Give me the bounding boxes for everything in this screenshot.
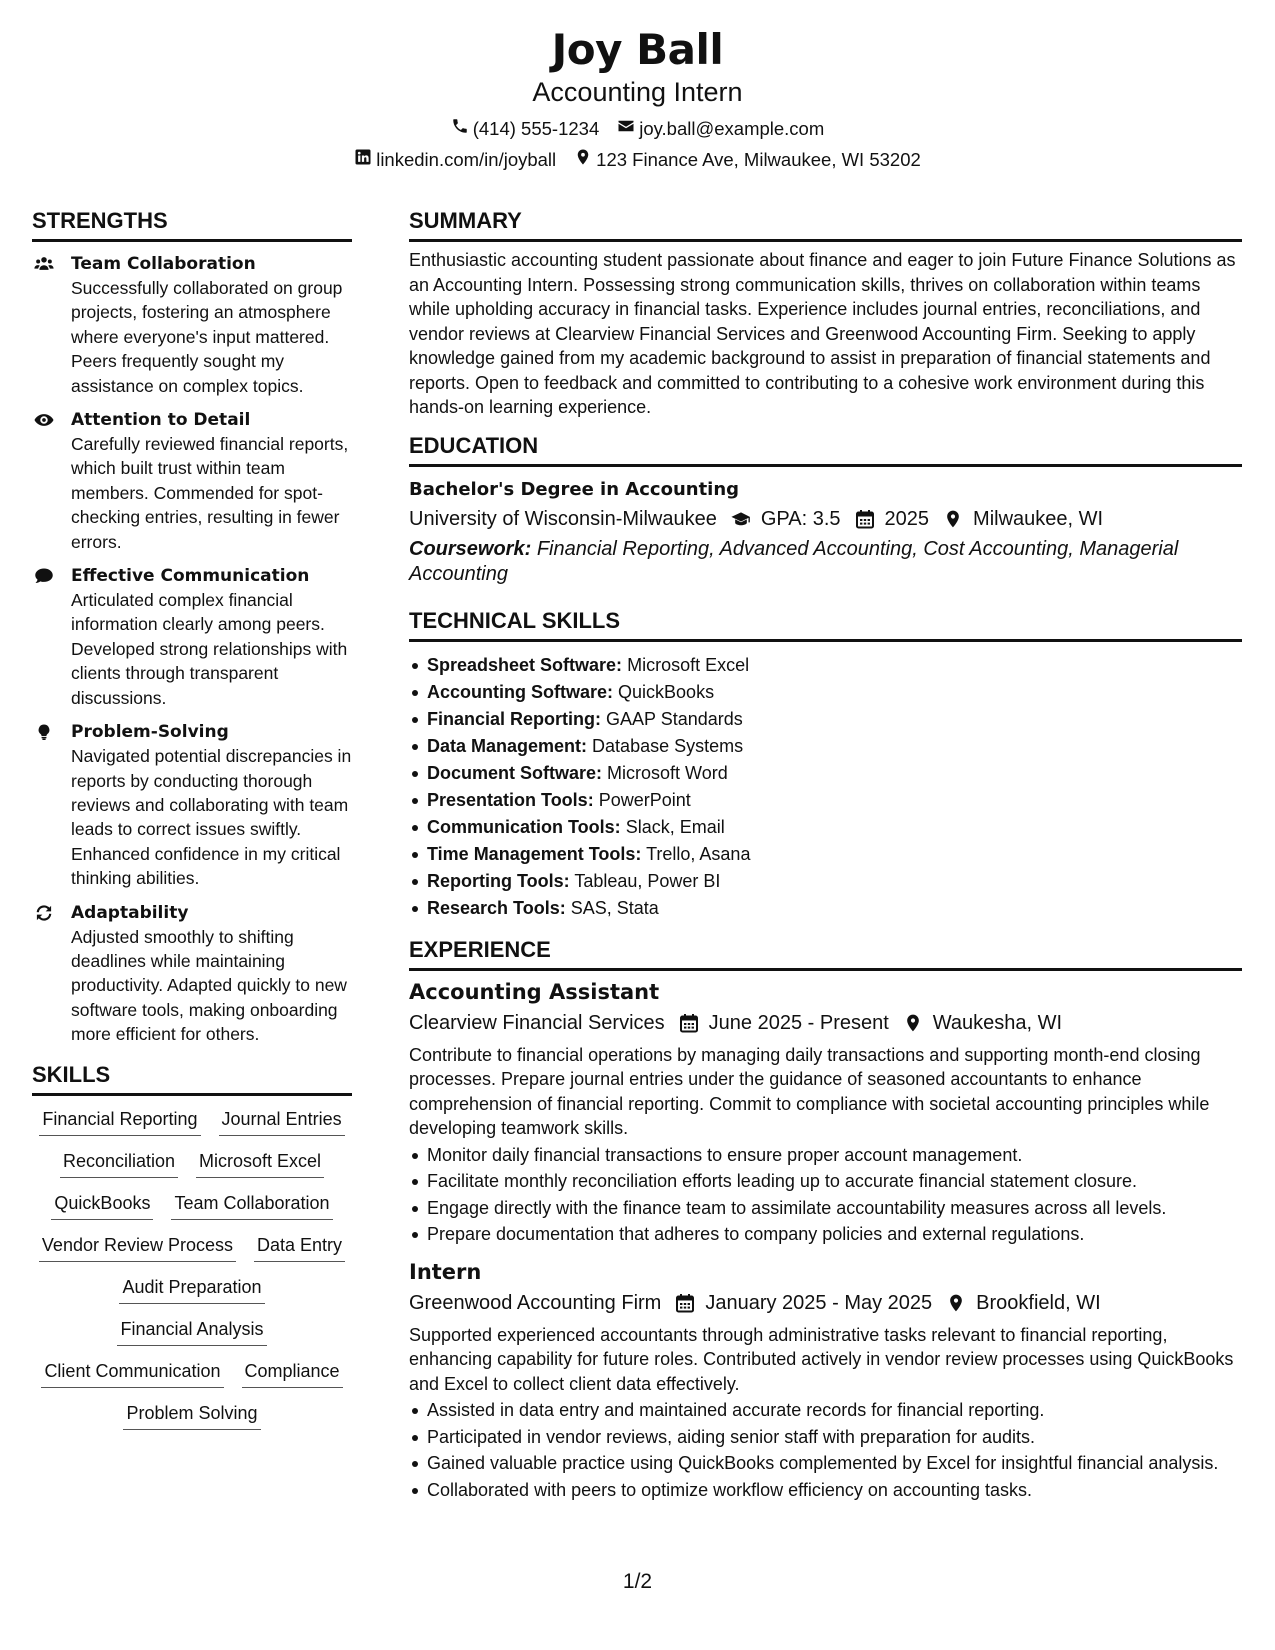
job-meta [409, 1289, 1242, 1317]
list-item: Facilitate monthly reconciliation efforts leading up to accurate financial statement closure. [409, 1169, 1242, 1194]
calendar-icon [855, 509, 875, 529]
list-item: Collaborated with peers to optimize workflow efficiency on accounting tasks. [409, 1478, 1242, 1503]
company-name: Clearview Financial Services [409, 1011, 665, 1034]
users-icon [32, 254, 56, 274]
right-column [409, 207, 1242, 1504]
tech-skill-label: Reporting Tools: [427, 870, 570, 891]
tech-skill-value: Slack, Email [625, 816, 725, 837]
list-item: Engage directly with the finance team to assimilate accountability measures across all levels. [409, 1196, 1242, 1221]
skills-tags [32, 1106, 352, 1430]
job-description: Supported experienced accountants through administrative tasks relevant to financial reporting, enhancing capability for future roles. Contributed actively in vendor review processes using QuickBooks and Excel to collect client data effectively. [409, 1324, 1234, 1394]
envelope-icon [617, 117, 635, 141]
left-column [32, 207, 352, 1430]
strengths-list [32, 252, 352, 1047]
linkedin-text[interactable]: linkedin.com/in/joyball [376, 149, 557, 170]
skill-row [39, 1232, 345, 1262]
job-bullets [409, 1398, 1242, 1502]
gpa-text: GPA: 3.5 [760, 507, 841, 530]
skill-tag: Problem Solving [123, 1400, 260, 1430]
school-location: Milwaukee, WI [973, 507, 1104, 530]
tech-skill-value: Microsoft Word [607, 762, 728, 783]
summary-text: Enthusiastic accounting student passionate about finance and eager to join Future Finance Solutions as an Accounting Intern. Possessing strong communication skills, thrives on collaboration within teams while upholding accuracy in financial tasks. Experience includes journal entries, reconciliations, and vendor reviews at Clearview Financial Services and Greenwood Accounting Firm. Seeking to apply knowledge gained from my academic background to assist in preparation of financial statements and reports. Open to feedback and committed to contributing to a cohesive work environment during this hands-on learning experience. [409, 250, 1236, 417]
tech-skill-value: Microsoft Excel [627, 654, 750, 675]
list-item [409, 733, 1242, 760]
list-item: Monitor daily financial transactions to ensure proper account management. [409, 1143, 1242, 1168]
skill-tag: Reconciliation [60, 1148, 178, 1178]
address-text: 123 Finance Ave, Milwaukee, WI 53202 [596, 149, 921, 170]
skill-tag: Financial Analysis [117, 1316, 266, 1346]
tech-skill-label: Accounting Software: [427, 681, 614, 702]
skill-row [119, 1274, 264, 1304]
list-item [409, 679, 1242, 706]
list-item [409, 841, 1242, 868]
skill-tag: Team Collaboration [171, 1190, 332, 1220]
tech-skill-label: Communication Tools: [427, 816, 621, 837]
school-name: University of Wisconsin-Milwaukee [409, 507, 717, 530]
strength-text: Navigated potential discrepancies in reports by conducting thorough reviews and collaborating with team leads to correct issues swiftly. Enhanced confidence in my critical thinking abilities. [71, 746, 352, 889]
strength-text: Carefully reviewed financial reports, which built trust within team members. Commended for spot-checking entries, resulting in fewer errors. [71, 434, 349, 552]
list-item [409, 706, 1242, 733]
technical-skills-list [409, 652, 1242, 922]
job-bullets [409, 1143, 1242, 1247]
tech-skill-value: QuickBooks [618, 681, 715, 702]
tech-skill-value: Trello, Asana [646, 843, 751, 864]
calendar-icon [675, 1293, 695, 1313]
job-entry [409, 977, 1242, 1247]
strength-text: Articulated complex financial information clearly among peers. Developed strong relationships with clients through transparent discussions. [71, 590, 348, 708]
skill-row [39, 1106, 344, 1136]
tech-skill-value: Database Systems [592, 735, 744, 756]
job-title: Accounting Assistant [409, 979, 660, 1004]
list-item [409, 787, 1242, 814]
phone-contact [451, 117, 600, 141]
map-marker-icon [574, 148, 592, 172]
education-meta [409, 505, 1242, 533]
job-location: Waukesha, WI [932, 1011, 1063, 1034]
education-heading: EDUCATION [409, 432, 1242, 467]
strength-title: Problem-Solving [71, 722, 229, 743]
coursework [409, 537, 1242, 587]
skill-row [123, 1400, 260, 1430]
coursework-list: Financial Reporting, Advanced Accounting, Cost Accounting, Managerial Accounting [409, 537, 1179, 585]
list-item: Participated in vendor reviews, aiding senior staff with preparation for audits. [409, 1425, 1242, 1450]
job-meta [409, 1009, 1242, 1037]
linkedin-contact[interactable] [354, 148, 556, 172]
list-item [409, 868, 1242, 895]
skill-tag: Data Entry [254, 1232, 345, 1262]
job-entry [409, 1257, 1242, 1503]
technical-skills-heading: TECHNICAL SKILLS [409, 607, 1242, 642]
strength-item [32, 252, 352, 398]
strength-title: Adaptability [71, 902, 189, 923]
candidate-role: Accounting Intern [532, 77, 743, 107]
eye-icon [32, 410, 56, 430]
list-item [409, 814, 1242, 841]
tech-skill-label: Research Tools: [427, 897, 566, 918]
lightbulb-icon [32, 722, 56, 742]
job-dates: June 2025 - Present [708, 1011, 889, 1034]
email-text[interactable]: joy.ball@example.com [639, 118, 825, 139]
list-item: Prepare documentation that adheres to company policies and external regulations. [409, 1222, 1242, 1247]
tech-skill-value: Tableau, Power BI [574, 870, 721, 891]
list-item: Gained valuable practice using QuickBooks complemented by Excel for insightful financial analysis. [409, 1451, 1242, 1476]
skill-row [117, 1316, 266, 1346]
tech-skill-label: Document Software: [427, 762, 603, 783]
address-contact [574, 148, 921, 172]
experience-heading: EXPERIENCE [409, 936, 1242, 971]
strength-title: Team Collaboration [71, 254, 256, 274]
linkedin-icon [354, 148, 372, 172]
tech-skill-label: Financial Reporting: [427, 708, 602, 729]
skill-row [41, 1358, 342, 1388]
tech-skill-value: PowerPoint [598, 789, 691, 810]
skill-tag: Client Communication [41, 1358, 223, 1388]
phone-text: (414) 555-1234 [472, 118, 600, 139]
strengths-heading: STRENGTHS [32, 207, 352, 242]
tech-skill-value: GAAP Standards [606, 708, 743, 729]
strength-text: Successfully collaborated on group projects, fostering an atmosphere where everyone's input mattered. Peers frequently sought my assistance on complex topics. [71, 278, 343, 396]
skill-row [60, 1148, 324, 1178]
list-item: Assisted in data entry and maintained accurate records for financial reporting. [409, 1398, 1242, 1423]
comment-icon [32, 566, 56, 586]
graduation-year: 2025 [884, 507, 930, 530]
skill-tag: Financial Reporting [39, 1106, 200, 1136]
list-item [409, 652, 1242, 679]
tech-skill-label: Data Management: [427, 735, 588, 756]
degree-title: Bachelor's Degree in Accounting [409, 478, 740, 500]
graduation-cap-icon [731, 509, 751, 529]
skill-tag: Journal Entries [219, 1106, 345, 1136]
resume-header [0, 24, 1275, 172]
strength-text: Adjusted smoothly to shifting deadlines while maintaining productivity. Adapted quickly to new software tools, making onboarding more efficient for others. [71, 926, 347, 1045]
page-number: 1/2 [622, 1570, 653, 1593]
skill-tag: Microsoft Excel [196, 1148, 324, 1178]
strength-item [32, 564, 352, 710]
candidate-name: Joy Ball [551, 25, 724, 74]
strength-item [32, 901, 352, 1047]
tech-skill-value: SAS, Stata [570, 897, 659, 918]
strength-title: Attention to Detail [71, 410, 251, 431]
strength-item [32, 720, 352, 890]
job-location: Brookfield, WI [976, 1291, 1101, 1314]
summary-heading: SUMMARY [409, 207, 1242, 242]
strength-title: Effective Communication [71, 566, 310, 587]
contact-row-2 [0, 148, 1275, 172]
list-item [409, 895, 1242, 922]
company-name: Greenwood Accounting Firm [409, 1291, 662, 1314]
email-contact[interactable] [617, 117, 824, 141]
map-marker-icon [903, 1013, 923, 1033]
tech-skill-label: Presentation Tools: [427, 789, 594, 810]
sync-icon [32, 903, 56, 923]
map-marker-icon [943, 509, 963, 529]
skills-heading: SKILLS [32, 1061, 352, 1096]
skill-tag: Audit Preparation [119, 1274, 264, 1304]
skill-tag: Compliance [242, 1358, 343, 1388]
skill-tag: Vendor Review Process [39, 1232, 236, 1262]
job-description: Contribute to financial operations by managing daily transactions and supporting month-end closing processes. Prepare journal entries under the guidance of seasoned accountants to enhance comprehension of financial reporting. Commit to compliance with societal accounting principles while developing teamwork skills. [409, 1044, 1210, 1138]
map-marker-icon [946, 1293, 966, 1313]
tech-skill-label: Time Management Tools: [427, 843, 642, 864]
list-item [409, 760, 1242, 787]
skill-row [51, 1190, 332, 1220]
contact-row-1 [0, 117, 1275, 141]
job-title: Intern [409, 1259, 482, 1284]
phone-icon [451, 117, 469, 141]
strength-item [32, 408, 352, 554]
coursework-label: Coursework: [409, 537, 532, 560]
skill-tag: QuickBooks [51, 1190, 153, 1220]
tech-skill-label: Spreadsheet Software: [427, 654, 623, 675]
calendar-icon [679, 1013, 699, 1033]
job-dates: January 2025 - May 2025 [705, 1291, 933, 1314]
